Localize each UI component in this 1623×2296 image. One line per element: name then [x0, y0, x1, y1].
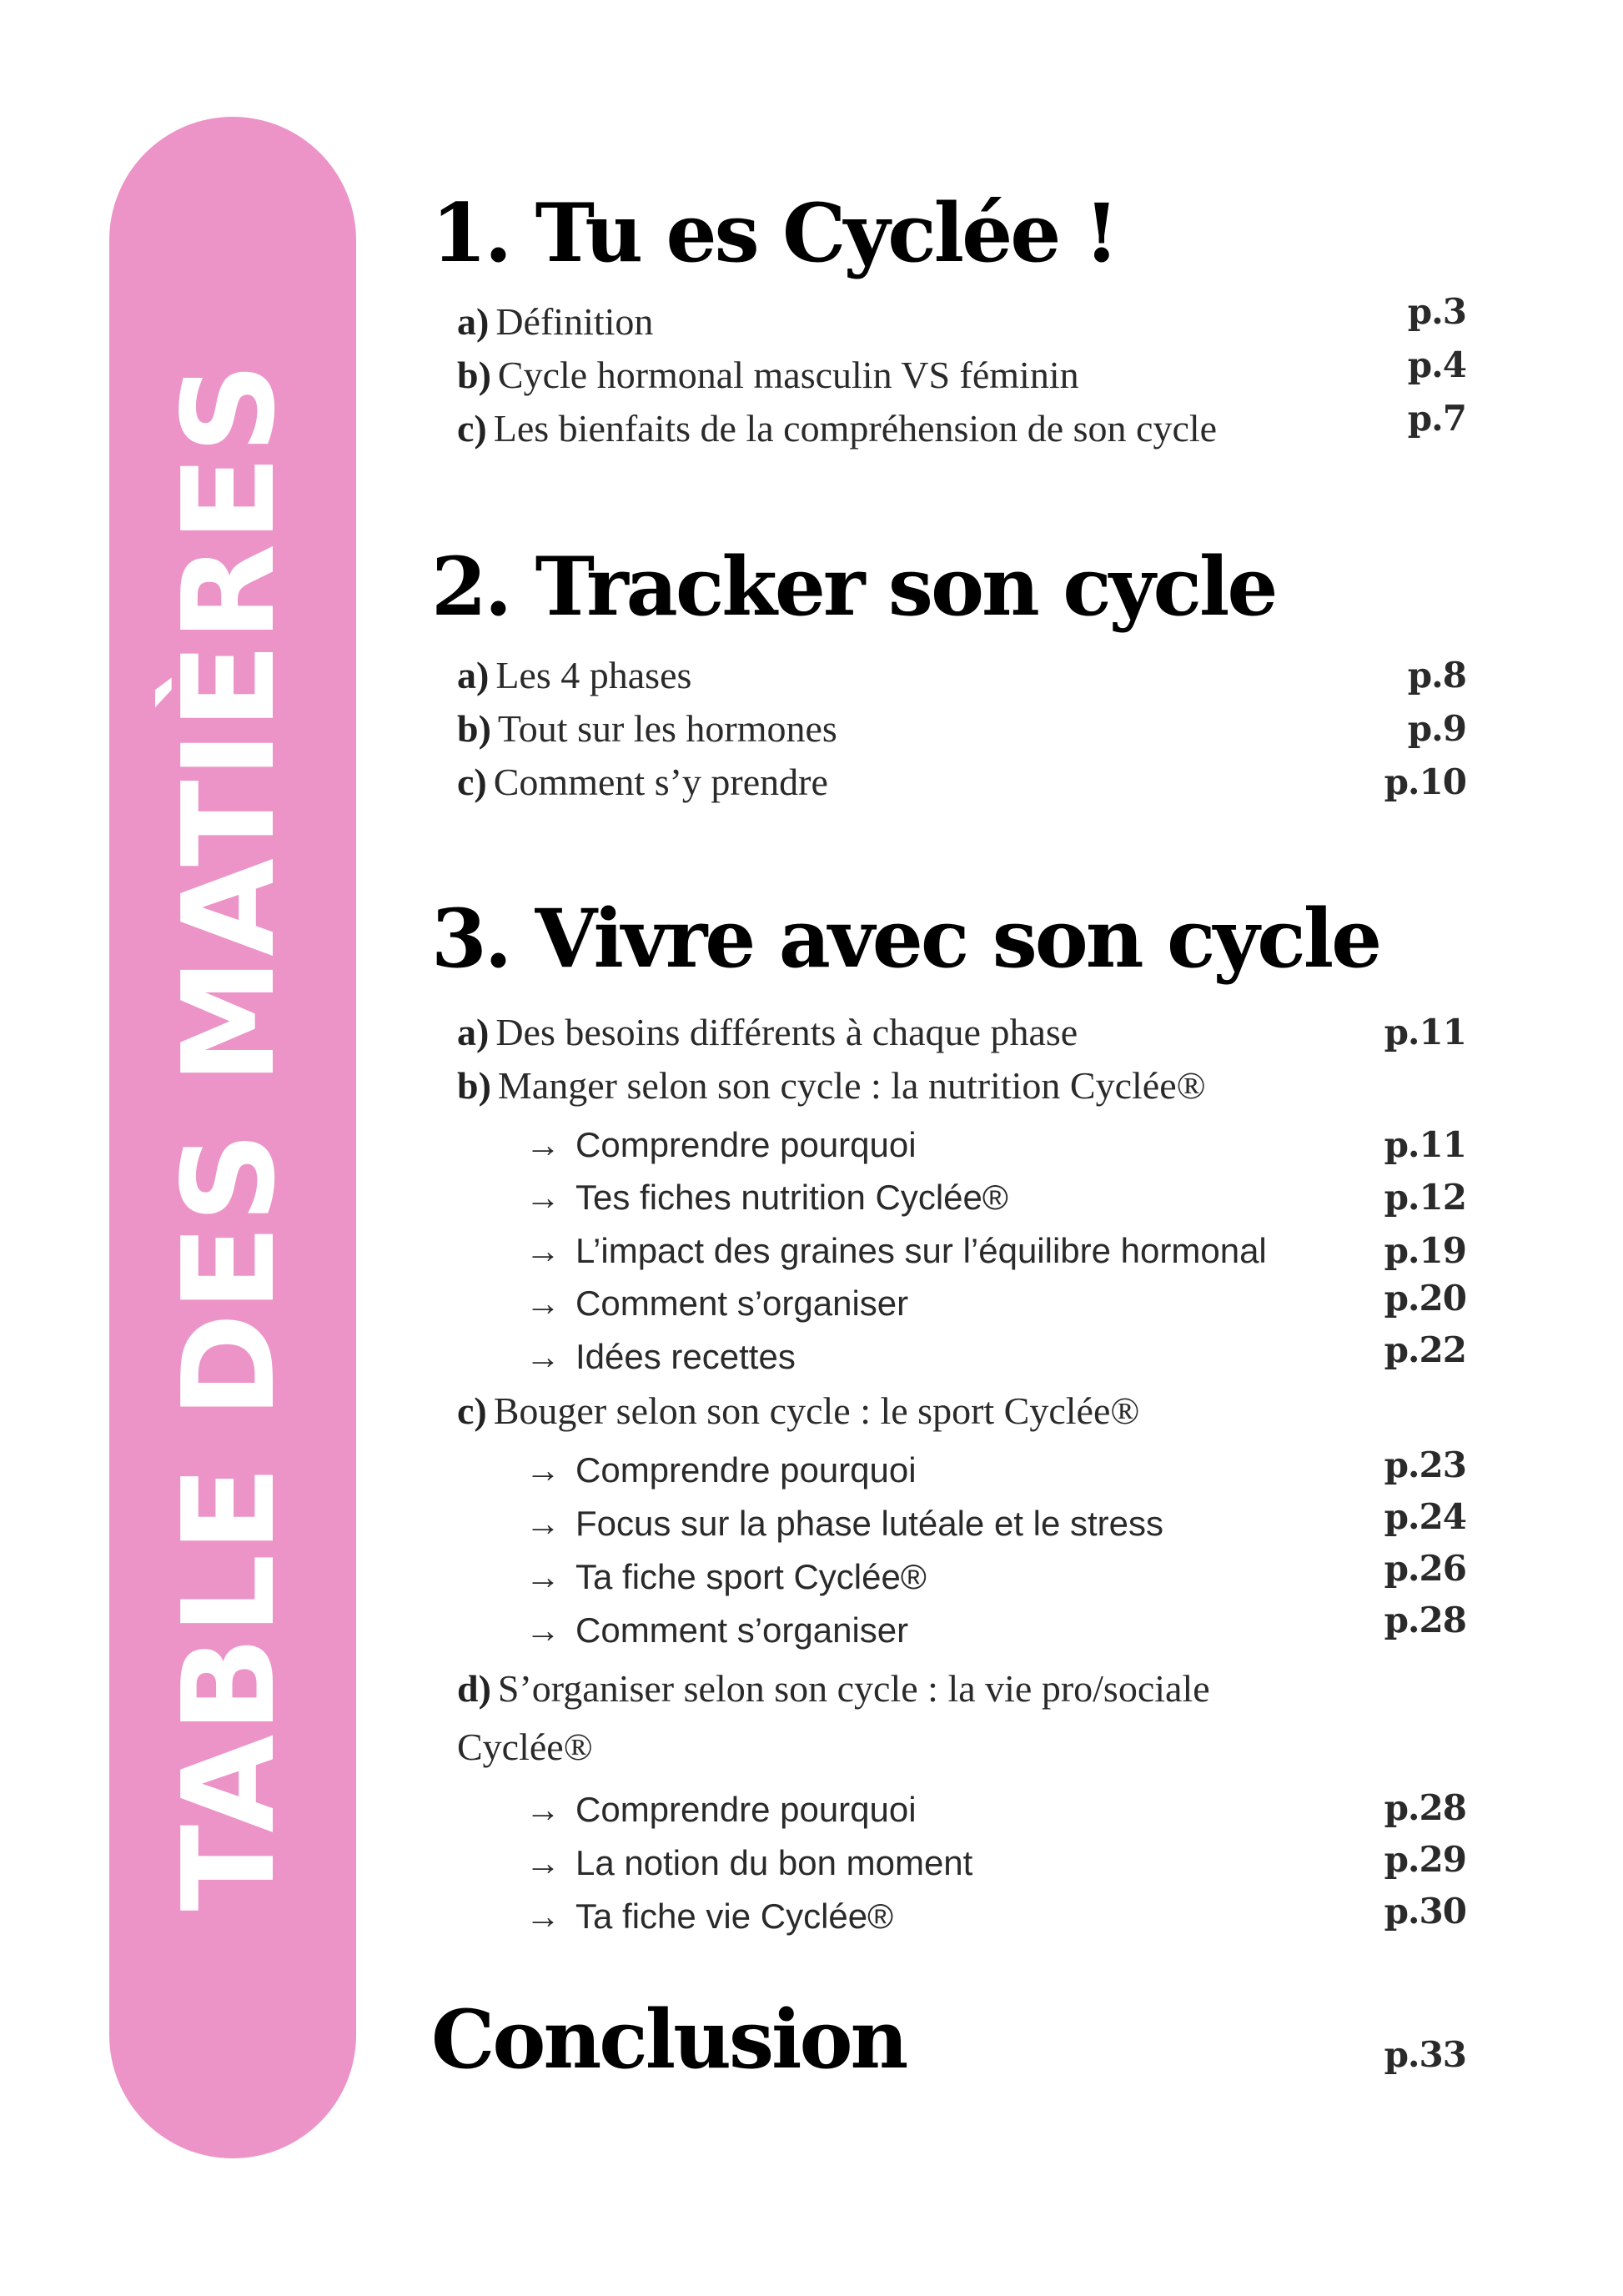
page-number: p.29 — [1384, 1839, 1466, 1880]
item-letter: c) — [457, 407, 487, 450]
page-number: p.20 — [1384, 1278, 1466, 1319]
toc-item[interactable] — [457, 1386, 1466, 1436]
toc-item[interactable] — [457, 651, 1466, 701]
page-number: p.28 — [1384, 1787, 1466, 1828]
page-number: p.11 — [1384, 1012, 1466, 1053]
toc-item[interactable] — [457, 1061, 1466, 1111]
toc-subitem[interactable] — [457, 1892, 1466, 1942]
arrow-right-icon: → — [525, 1284, 560, 1323]
page-number: p.30 — [1384, 1891, 1466, 1932]
item-label: Définition — [495, 300, 654, 343]
toc-subitem[interactable] — [457, 1173, 1466, 1223]
section-heading-3[interactable]: 3. Vivre avec son cycle — [431, 892, 1380, 986]
item-label: Les 4 phases — [495, 654, 692, 696]
arrow-right-icon: → — [525, 1450, 560, 1490]
arrow-right-icon: → — [525, 1897, 560, 1936]
item-label: Les bienfaits de la compréhension de son cycle — [493, 407, 1218, 450]
item-letter: c) — [457, 1389, 487, 1432]
subitem-label: Ta fiche vie Cyclée® — [575, 1897, 894, 1936]
page-number: p.9 — [1407, 708, 1466, 749]
page-number: p.11 — [1384, 1124, 1466, 1165]
subitem-label: Comprendre pourquoi — [575, 1125, 917, 1164]
page-number: p.26 — [1384, 1548, 1466, 1589]
section-heading-2[interactable]: 2. Tracker son cycle — [431, 540, 1276, 634]
arrow-right-icon: → — [525, 1231, 560, 1270]
page-number: p.22 — [1384, 1329, 1466, 1370]
subitem-label: La notion du bon moment — [575, 1843, 973, 1882]
subitem-label: Comment s’organiser — [575, 1284, 909, 1323]
item-label: Bouger selon son cycle : le sport Cyclée® — [493, 1389, 1140, 1432]
page-number: p.7 — [1407, 398, 1466, 439]
toc-subitem[interactable] — [457, 1329, 1466, 1382]
item-letter: b) — [457, 354, 491, 396]
toc-subitem[interactable] — [457, 1226, 1466, 1276]
subitem-label: Ta fiche sport Cyclée® — [575, 1557, 927, 1596]
item-label: Cycle hormonal masculin VS féminin — [497, 354, 1079, 396]
toc-item[interactable] — [457, 291, 1466, 347]
toc-subitem[interactable] — [457, 1120, 1466, 1170]
toc-item[interactable] — [457, 1007, 1466, 1058]
item-letter: b) — [457, 1064, 491, 1107]
conclusion-heading[interactable]: Conclusion — [431, 1992, 907, 2087]
toc-item-continuation[interactable] — [457, 1722, 1466, 1772]
page-number: p.19 — [1384, 1230, 1466, 1271]
page-number: p.10 — [1384, 761, 1466, 802]
arrow-right-icon: → — [525, 1504, 560, 1543]
arrow-right-icon: → — [525, 1178, 560, 1217]
subitem-label: Focus sur la phase lutéale et le stress — [575, 1504, 1164, 1543]
section-heading-1[interactable]: 1. Tu es Cyclée ! — [431, 186, 1117, 280]
arrow-right-icon: → — [525, 1790, 560, 1829]
item-label: Des besoins différents à chaque phase — [495, 1011, 1078, 1053]
subitem-label: L’impact des graines sur l’équilibre hormonal — [575, 1231, 1267, 1270]
toc-item[interactable] — [457, 1664, 1466, 1714]
toc-subitem[interactable] — [457, 1838, 1466, 1888]
toc-title: TABLE DES MATIÈRES — [155, 360, 303, 1912]
item-letter: d) — [457, 1667, 491, 1710]
page-number: p.12 — [1384, 1177, 1466, 1218]
page-number: p.23 — [1384, 1444, 1466, 1485]
item-label: Tout sur les hormones — [497, 707, 837, 750]
toc-subitem[interactable] — [457, 1548, 1466, 1602]
item-label: S’organiser selon son cycle : la vie pro/sociale — [497, 1667, 1210, 1710]
subitem-label: Comment s’organiser — [575, 1610, 909, 1650]
item-letter: a) — [457, 1011, 490, 1053]
toc-subitem[interactable] — [457, 1279, 1466, 1329]
page-number: p.24 — [1384, 1496, 1466, 1537]
arrow-right-icon: → — [525, 1557, 560, 1596]
toc-item[interactable] — [457, 704, 1466, 754]
page-number: p.3 — [1407, 291, 1466, 332]
item-letter: a) — [457, 300, 490, 343]
toc-subitem[interactable] — [457, 1600, 1466, 1655]
arrow-right-icon: → — [525, 1125, 560, 1164]
toc-subitem[interactable] — [457, 1496, 1466, 1549]
arrow-right-icon: → — [525, 1843, 560, 1882]
subitem-label: Idées recettes — [575, 1337, 796, 1376]
page-number: p.8 — [1407, 655, 1466, 696]
conclusion-row[interactable] — [457, 2030, 1466, 2080]
page-number: p.28 — [1384, 1600, 1466, 1640]
toc-item[interactable] — [457, 757, 1466, 807]
item-letter: a) — [457, 654, 490, 696]
item-letter: b) — [457, 707, 491, 750]
item-label-line2: Cyclée® — [457, 1726, 593, 1768]
page-number: p.4 — [1407, 344, 1466, 385]
arrow-right-icon: → — [525, 1610, 560, 1650]
page-number: p.33 — [1384, 2034, 1466, 2075]
item-label: Manger selon son cycle : la nutrition Cyclée® — [497, 1064, 1206, 1107]
arrow-right-icon: → — [525, 1337, 560, 1376]
toc-item[interactable] — [457, 344, 1466, 400]
subitem-label: Comprendre pourquoi — [575, 1790, 917, 1829]
item-label: Comment s’y prendre — [493, 761, 828, 803]
toc-subitem[interactable] — [457, 1785, 1466, 1835]
toc-item[interactable] — [457, 398, 1466, 454]
toc-subitem[interactable] — [457, 1445, 1466, 1495]
subitem-label: Comprendre pourquoi — [575, 1450, 917, 1490]
subitem-label: Tes fiches nutrition Cyclée® — [575, 1178, 1008, 1217]
item-letter: c) — [457, 761, 487, 803]
